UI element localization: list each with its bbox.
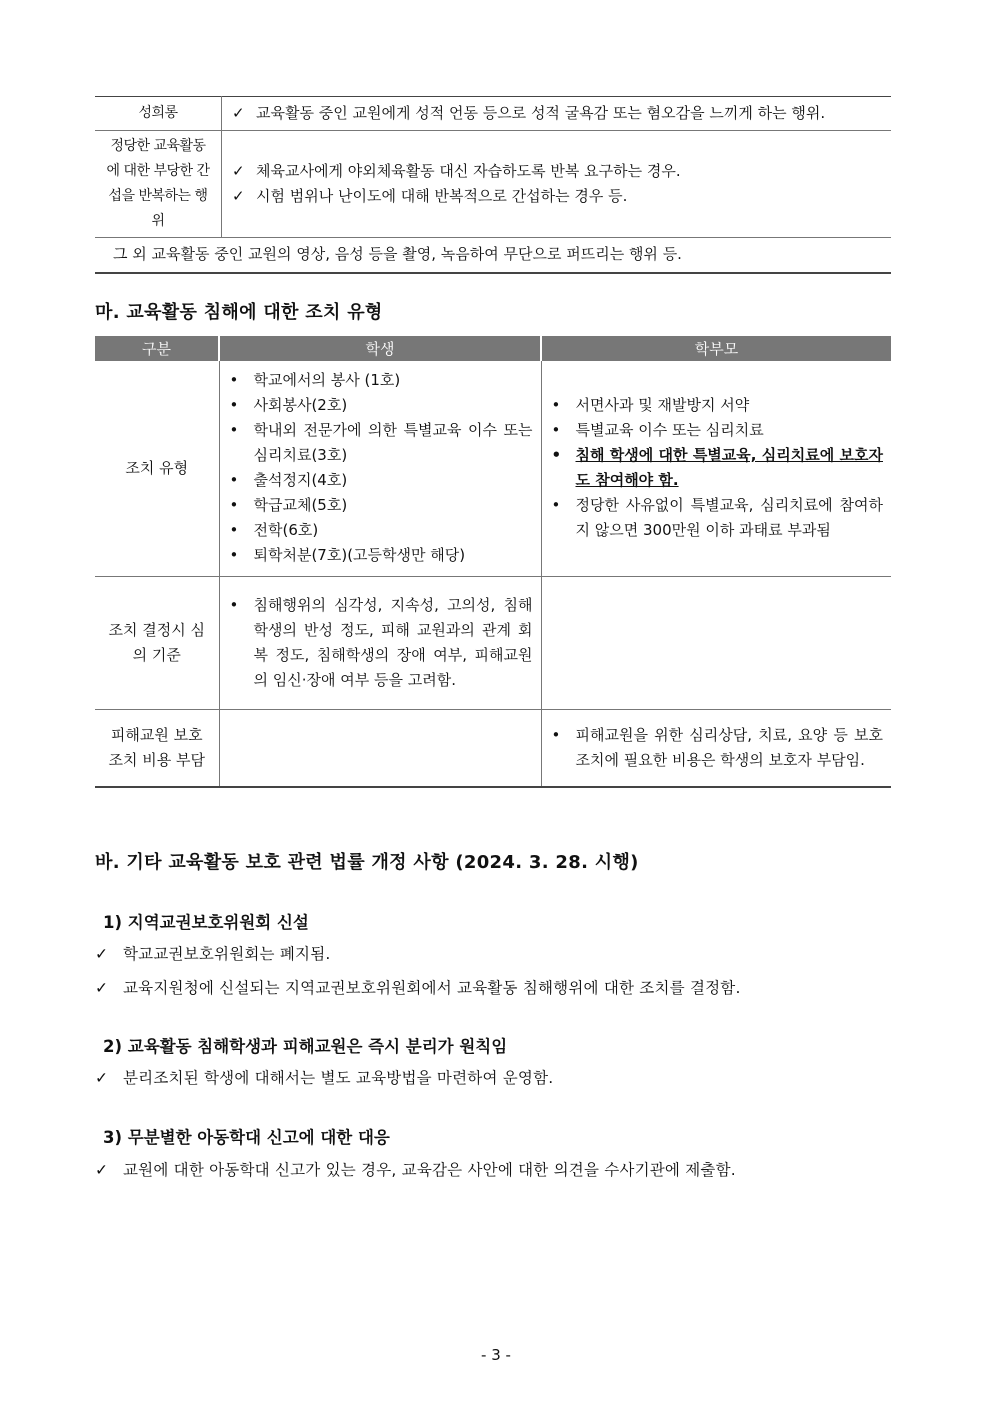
table-row xyxy=(95,131,891,238)
page-content xyxy=(95,96,891,1179)
check-icon: ✓ xyxy=(232,162,245,180)
check-icon: ✓ xyxy=(95,1161,109,1179)
check-icon: ✓ xyxy=(232,104,245,122)
subsection-heading: 3) 무분별한 아동학대 신고에 대한 대응 xyxy=(103,1128,390,1147)
list-item: • 정당한 사유없이 특별교육, 심리치료에 참여하지 않으면 300만원 이하 과태료 부과됨 xyxy=(542,493,884,543)
table-row xyxy=(95,238,891,273)
check-icon: ✓ xyxy=(232,187,245,205)
list-item: ✓ 교육지원청에 신설되는 지역교권보호위원회에서 교육활동 침해행위에 대한 조치를 결정함. xyxy=(95,979,741,997)
list-item-emphasis: • 침해 학생에 대한 특별교육, 심리치료에 보호자도 참여해야 함. xyxy=(542,443,884,493)
list-item: • 학교에서의 봉사 (1호) xyxy=(220,368,533,393)
list-item: • 퇴학처분(7호)(고등학생만 해당) xyxy=(220,543,533,568)
category-cell: 조치 결정시 심의 기준 xyxy=(95,576,219,709)
check-icon: ✓ xyxy=(95,1069,109,1087)
student-cell xyxy=(219,361,541,576)
check-icon: ✓ xyxy=(95,945,109,963)
table-row xyxy=(95,709,891,787)
list-item: • 학급교체(5호) xyxy=(220,493,533,518)
category-cell: 정당한 교육활동에 대한 부당한 간섭을 반복하는 행위 xyxy=(95,131,222,238)
list-item: ✓ 교원에 대한 아동학대 신고가 있는 경우, 교육감은 사안에 대한 의견을 수사기관에 제출함. xyxy=(95,1161,736,1179)
subsection-heading: 2) 교육활동 침해학생과 피해교원은 즉시 분리가 원칙임 xyxy=(103,1037,508,1056)
header-student: 학생 xyxy=(219,336,541,361)
list-item: ✓ 분리조치된 학생에 대해서는 별도 교육방법을 마련하여 운영함. xyxy=(95,1069,554,1087)
list-item: • 침해행위의 심각성, 지속성, 고의성, 침해학생의 반성 정도, 피해 교원과의 관계 회복 정도, 침해학생의 장애 여부, 피해교원의 임신·장애 여부 등을 고려함. xyxy=(220,593,533,693)
header-parent: 학부모 xyxy=(541,336,891,361)
page-number: - 3 - xyxy=(481,1346,511,1364)
check-icon: ✓ xyxy=(95,979,109,997)
student-cell xyxy=(219,709,541,787)
list-item: • 학내외 전문가에 의한 특별교육 이수 또는 심리치료(3호) xyxy=(220,418,533,468)
list-item: • 서면사과 및 재발방지 서약 xyxy=(542,393,884,418)
violation-table xyxy=(95,96,891,274)
table-row xyxy=(95,361,891,576)
list-item: • 사회봉사(2호) xyxy=(220,393,533,418)
list-item: • 특별교육 이수 또는 심리치료 xyxy=(542,418,884,443)
category-cell: 피해교원 보호조치 비용 부담 xyxy=(95,709,219,787)
header-category: 구분 xyxy=(95,336,219,361)
parent-cell xyxy=(541,576,891,709)
table-row xyxy=(95,97,891,131)
category-cell: 조치 유형 xyxy=(95,361,219,576)
list-item: • 출석정지(4호) xyxy=(220,468,533,493)
list-item: • 전학(6호) xyxy=(220,518,533,543)
parent-cell xyxy=(541,709,891,787)
measures-table xyxy=(95,336,891,788)
table-row xyxy=(95,576,891,709)
footer-row-text: 그 외 교육활동 중인 교원의 영상, 음성 등을 촬영, 녹음하여 무단으로 퍼뜨리는 행위 등. xyxy=(95,238,891,273)
parent-cell xyxy=(541,361,891,576)
description-cell: ✓ 체육교사에게 야외체육활동 대신 자습하도록 반복 요구하는 경우. ✓ 시험 범위나 난이도에 대해 반복적으로 간섭하는 경우 등. xyxy=(222,131,892,238)
section-title: 마. 교육활동 침해에 대한 조치 유형 xyxy=(95,302,383,323)
section-title: 바. 기타 교육활동 보호 관련 법률 개정 사항 (2024. 3. 28. 시행) xyxy=(95,852,639,873)
description-cell: ✓ 교육활동 중인 교원에게 성적 언동 등으로 성적 굴욕감 또는 혐오감을 느끼게 하는 행위. xyxy=(222,97,892,131)
list-item: ✓ 학교교권보호위원회는 폐지됨. xyxy=(95,945,331,963)
list-item: • 피해교원을 위한 심리상담, 치료, 요양 등 보호조치에 필요한 비용은 학생의 보호자 부담임. xyxy=(542,723,884,773)
table-header xyxy=(95,336,891,361)
subsection-heading: 1) 지역교권보호위원회 신설 xyxy=(103,913,309,932)
category-cell: 성희롱 xyxy=(95,97,222,131)
student-cell xyxy=(219,576,541,709)
